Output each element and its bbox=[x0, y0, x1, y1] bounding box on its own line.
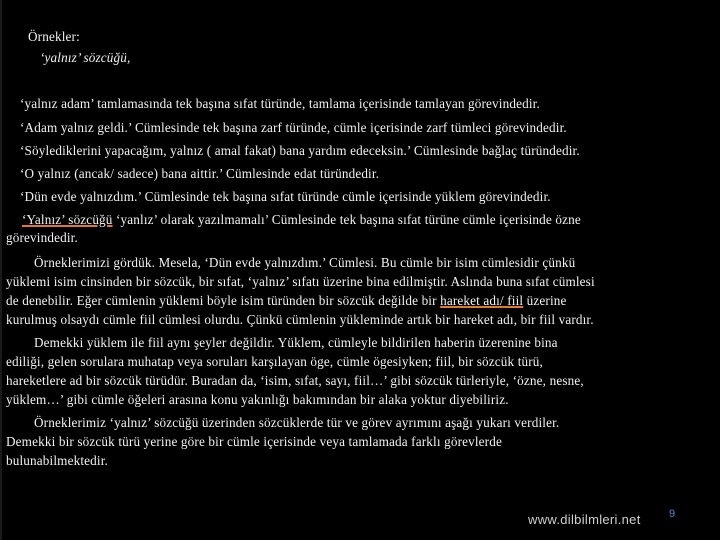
slide-edge bbox=[0, 0, 2, 540]
paragraph-1-line-4: kurulmuş olsaydı cümle fiil cümlesi olurdu. Çünkü cümlenin yükleminde artık bir hareket adı, bir fiil vardır. bbox=[6, 312, 594, 327]
hareket-adi-fiil: hareket adı/ fiil bbox=[440, 293, 524, 308]
paragraph-1-line-3: de denebilir. Eğer cümlenin yüklemi böyle isim türünden bir sözcük değilde bir hareket adı/ fiil üzerine bbox=[6, 293, 567, 308]
example-line-1: ‘yalnız adam’ tamlamasında tek başına sıfat türünde, tamlama içerisinde tamlayan görevindedir. bbox=[20, 96, 540, 111]
yalniz-underlined: ‘Yalnız’ sözcüğü bbox=[22, 212, 113, 227]
paragraph-3-line-1: Örneklerimiz ‘yalnız’ sözcüğü üzerinden sözcüklerde tür ve görev ayrımını aşağı yukarı verdiler. bbox=[34, 415, 560, 430]
paragraph-2-line-4: yüklem…’ gibi cümle öğeleri arasına konu yakınlığı bakımından bir alaka yoktur diyebiliriz. bbox=[6, 392, 509, 407]
website-footer: www.dilbilmleri.net bbox=[528, 512, 641, 527]
paragraph-1-line-2: yüklemi isim cinsinden bir sözcük, bir sıfat, ‘yalnız’ sıfatı üzerine bina edilmiştir. Aslında buna sıfat cümlesi bbox=[6, 274, 595, 289]
example-line-7: görevindedir. bbox=[6, 230, 78, 245]
example-line-2: ‘Adam yalnız geldi.’ Cümlesinde tek başına zarf türünde, cümle içerisinde zarf tümleci görevindedir. bbox=[20, 120, 567, 135]
paragraph-2-line-2: ediliği, gelen sorulara muhatap veya soruları karşılayan öge, cümle ögesiyken; fiil, bir sözcük türü, bbox=[6, 354, 543, 369]
page-number: 9 bbox=[669, 508, 676, 520]
example-line-6-rest: ‘yanlız’ olarak yazılmamalı’ Cümlesinde tek başına sıfat türüne cümle içerisinde özne bbox=[112, 212, 581, 227]
paragraph-3-line-3: bulunabilmektedir. bbox=[6, 453, 108, 468]
heading: Örnekler: bbox=[28, 29, 80, 44]
paragraph-1-line-1: Örneklerimizi gördük. Mesela, ‘Dün evde yalnızdım.’ Cümlesi. Bu cümle bir isim cümlesidir çünkü bbox=[34, 255, 576, 270]
paragraph-2-line-3: hareketlere ad bir sözcük türüdür. Buradan da, ‘isim, sıfat, sayı, fiil…’ gibi sözcük türleriyle, ‘özne, nesne, bbox=[6, 373, 584, 388]
example-line-4: ‘O yalnız (ancak/ sadece) bana aittir.’ Cümlesinde edat türündedir. bbox=[20, 166, 380, 181]
paragraph-2-line-1: Demekki yüklem ile fiil aynı şeyler değildir. Yüklem, cümleyle bildirilen haberin üzerenine bina bbox=[34, 335, 558, 350]
paragraph-3-line-2: Demekki bir sözcük türü yerine göre bir cümle içerisinde veya tamlamada farklı görevlerde bbox=[6, 434, 502, 449]
example-line-5: ‘Dün evde yalnızdım.’ Cümlesinde tek başına sıfat türünde cümle içerisinde yüklem görevindedir. bbox=[20, 189, 551, 204]
example-line-3: ‘Söylediklerini yapacağım, yalnız ( amal fakat) bana yardım edeceksin.’ Cümlesinde bağlaç türündedir. bbox=[20, 143, 580, 158]
example-line-6 bbox=[22, 212, 581, 228]
intro-line: ‘yalnız’ sözcüğü, bbox=[40, 50, 131, 65]
